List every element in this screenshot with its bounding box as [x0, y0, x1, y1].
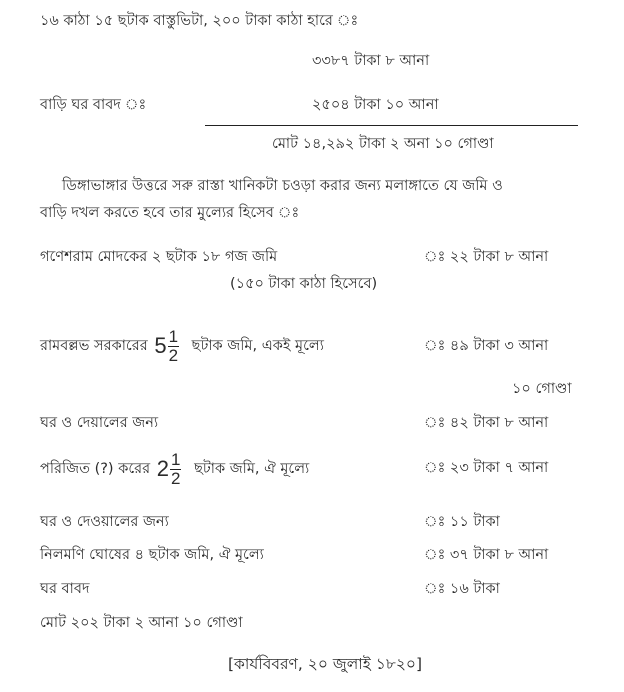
land-valuation-line: ১৬ কাঠা ১৫ ছটাক বাস্তুভিটা, ২০০ টাকা কাঠা হারে ঃ	[40, 13, 359, 29]
item-label: ঘর ও দেয়ালের জন্য	[40, 415, 159, 431]
house-label: বাড়ি ঘর বাবদ ঃ	[40, 97, 147, 113]
item-label: গণেশরাম মোদকের ২ ছটাক ১৮ গজ জমি	[40, 249, 278, 265]
grand-total: মোট ২০২ টাকা ২ আনা ১০ গোণ্ডা	[40, 615, 243, 631]
item-value: ঃ ৪২ টাকা ৮ আনা	[424, 415, 549, 431]
item-value: ঃ ১১ টাকা	[424, 514, 500, 530]
item-label: ঘর বাবদ	[40, 581, 90, 597]
fraction: 5 1 2	[154, 326, 179, 365]
fraction: 2 1 2	[156, 449, 181, 488]
item-label	[40, 445, 309, 493]
item-value: ঃ ৪৯ টাকা ৩ আনা	[424, 338, 549, 354]
sum-divider	[205, 125, 578, 126]
item-label: নিলমণি ঘোষের ৪ ছটাক জমি, ঐ মূল্যে	[40, 547, 264, 563]
item-label: ঘর ও দেওয়ালের জন্য	[40, 514, 169, 530]
item-value: ঃ ৩৭ টাকা ৮ আনা	[424, 547, 549, 563]
item-label-pre: রামবল্লভ সরকারের	[40, 338, 148, 354]
item-label-pre: পরিজিত (?) করের	[40, 461, 151, 477]
item-label-post: ছটাক জমি, একই মূল্যে	[191, 338, 324, 354]
item-label	[40, 322, 324, 370]
item-value: ঃ ১৬ টাকা	[424, 581, 500, 597]
paragraph-line-1: ডিঙ্গাভাঙ্গার উত্তরে সরু রাস্তা খানিকটা চওড়া করার জন্য মলাঙ্গাতে যে জমি ও	[62, 178, 503, 194]
land-value: ৩৩৮৭ টাকা ৮ আনা	[312, 53, 430, 69]
paragraph-line-2: বাড়ি দখল করতে হবে তার মুল্যের হিসেব ঃ	[40, 205, 300, 221]
item-value: ঃ ২২ টাকা ৮ আনা	[424, 249, 549, 265]
citation: [কার্যবিবরণ, ২০ জুলাই ১৮২০]	[228, 655, 423, 673]
house-value: ২৫০৪ টাকা ১০ আনা	[312, 97, 439, 113]
item-note: (১৫০ টাকা কাঠা হিসেবে)	[230, 276, 378, 292]
item-label-post: ছটাক জমি, ঐ মূল্যে	[194, 461, 310, 477]
section-total: মোট ১৪,২৯২ টাকা ২ অনা ১০ গোণ্ডা	[272, 136, 494, 152]
item-value-extra: ১০ গোণ্ডা	[512, 381, 572, 397]
item-value: ঃ ২৩ টাকা ৭ আনা	[424, 460, 549, 476]
